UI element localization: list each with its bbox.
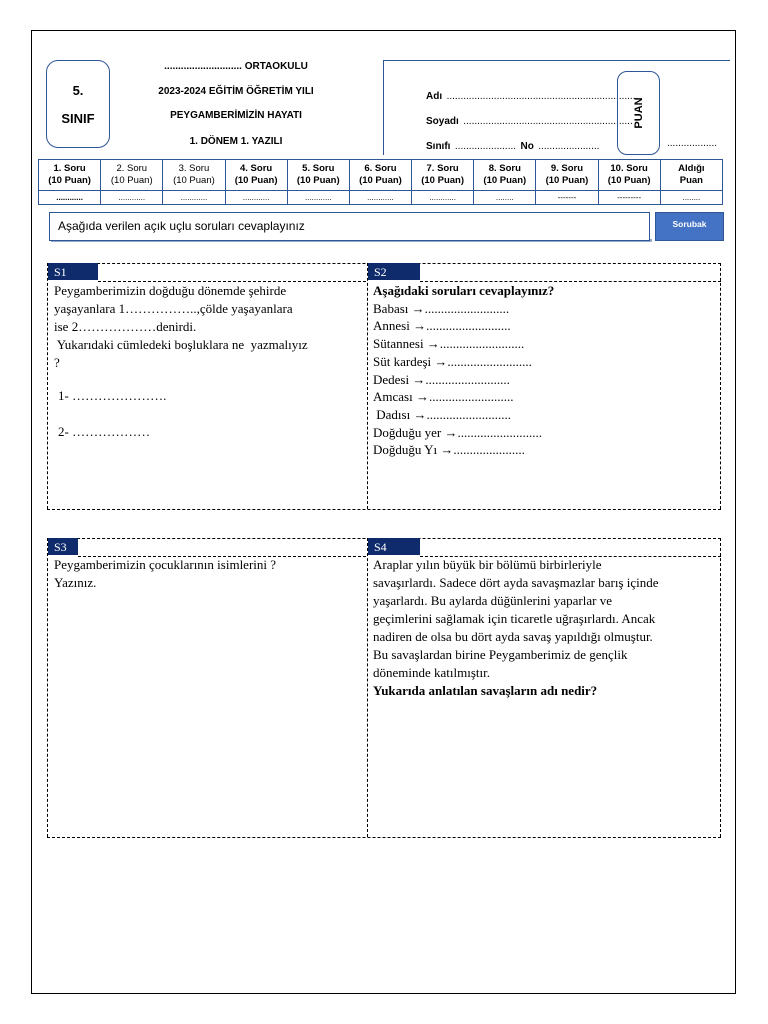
score-value-10[interactable]: --------- bbox=[598, 191, 660, 205]
score-value-6[interactable]: ............ bbox=[349, 191, 411, 205]
s1-line-3: ise 2………………denirdi. bbox=[54, 319, 197, 334]
puan-label: PUAN bbox=[632, 97, 645, 129]
s4-question bbox=[373, 556, 720, 700]
score-value-3[interactable]: ............ bbox=[163, 191, 225, 205]
s4-right-border bbox=[720, 538, 721, 837]
class-label: Sınıfı bbox=[426, 141, 451, 152]
score-col-3: 3. Soru (10 Puan) bbox=[163, 160, 225, 191]
s1s2-divider bbox=[367, 263, 368, 509]
score-col-7: 7. Soru (10 Puan) bbox=[412, 160, 474, 191]
grade-label: SINIF bbox=[61, 111, 95, 126]
score-col-8: 8. Soru (10 Puan) bbox=[474, 160, 536, 191]
puan-dots[interactable]: .................. bbox=[667, 138, 718, 149]
score-col-4: 4. Soru (10 Puan) bbox=[225, 160, 287, 191]
sorubak-button[interactable]: Sorubak bbox=[655, 212, 724, 241]
name-dots: ..................................................................... bbox=[446, 91, 639, 102]
class-field[interactable] bbox=[426, 136, 599, 154]
name-field[interactable] bbox=[426, 86, 638, 104]
score-col-1: 1. Soru (10 Puan) bbox=[39, 160, 101, 191]
s1-answer-1[interactable]: 1- …………………. bbox=[58, 388, 167, 403]
s3-question bbox=[54, 556, 364, 592]
s4-line-1: Araplar yılın büyük bir bölümü birbirleriyle bbox=[373, 557, 602, 572]
s2-item-dogdugu-yil[interactable]: Doğduğu Yı →...................... bbox=[373, 442, 525, 458]
s3-line-2: Yazınız. bbox=[54, 575, 97, 590]
score-value-9[interactable]: ------- bbox=[536, 191, 598, 205]
s4-line-5: nadiren de olsa bu dört ayda savaş yapıldığı olmuştur. bbox=[373, 629, 653, 644]
s1-line-1: Peygamberimizin doğduğu dönemde şehirde bbox=[54, 283, 287, 298]
s4-line-6: Bu savaşlardan birine Peygamberimiz de gençlik bbox=[373, 647, 628, 662]
s1-line-5: ? bbox=[54, 355, 60, 370]
exam-term: 1. DÖNEM 1. YAZILI bbox=[189, 136, 283, 147]
surname-label: Soyadı bbox=[426, 116, 459, 127]
score-value-2[interactable]: ............ bbox=[101, 191, 163, 205]
surname-field[interactable] bbox=[426, 111, 633, 129]
score-value-5[interactable]: ............ bbox=[287, 191, 349, 205]
score-col-6: 6. Soru (10 Puan) bbox=[349, 160, 411, 191]
score-value-total[interactable]: ........ bbox=[660, 191, 722, 205]
s2-heading: Aşağıdaki soruları cevaplayınız? bbox=[373, 283, 555, 298]
s3-left-border bbox=[47, 538, 48, 837]
score-col-9: 9. Soru (10 Puan) bbox=[536, 160, 598, 191]
s1-tab: S1 bbox=[48, 263, 98, 280]
info-frame-left bbox=[383, 60, 384, 155]
school-year: 2023-2024 EĞİTİM ÖĞRETİM YILI bbox=[158, 86, 314, 97]
s4-line-3: yaşarlardı. Bu aylarda düğünlerini yaparlar ve bbox=[373, 593, 612, 608]
score-col-2: 2. Soru (10 Puan) bbox=[101, 160, 163, 191]
s4-tab: S4 bbox=[368, 538, 420, 555]
info-frame-top bbox=[383, 60, 730, 61]
surname-dots: ............................................................. bbox=[463, 116, 633, 127]
s2-item-amcasi[interactable]: Amcası →.......................... bbox=[373, 389, 514, 405]
s2-item-dedesi[interactable]: Dedesi →.......................... bbox=[373, 371, 510, 387]
s1-answer-2[interactable]: 2- ……………… bbox=[58, 424, 151, 439]
s2-item-annesi[interactable]: Annesi →.......................... bbox=[373, 318, 511, 334]
school-name: ............................ ORTAOKULU bbox=[164, 61, 308, 72]
s2-tab: S2 bbox=[368, 263, 420, 280]
s1-left-border bbox=[47, 263, 48, 509]
s4-line-4: geçimlerini sağlamak için ticaretle uğraşırlardı. Ancak bbox=[373, 611, 656, 626]
s1-question bbox=[54, 282, 364, 372]
score-value-8[interactable]: ........ bbox=[474, 191, 536, 205]
instruction-box: Aşağıda verilen açık uçlu soruları cevaplayınız bbox=[49, 212, 650, 241]
s3-tab: S3 bbox=[48, 538, 78, 555]
class-dots: ...................... bbox=[454, 141, 517, 152]
s1s2-bottom-border bbox=[47, 509, 721, 510]
s1-line-2: yaşayanlara 1……………..,çölde yaşayanlara bbox=[54, 301, 293, 316]
s2-item-sutannesi[interactable]: Sütannesi →.......................... bbox=[373, 336, 525, 352]
no-dots: ...................... bbox=[538, 141, 600, 152]
score-col-total: Aldığı Puan bbox=[660, 160, 722, 191]
s4-question-text: Yukarıda anlatılan savaşların adı nedir? bbox=[373, 683, 598, 698]
s2-item-babasi[interactable]: Babası →.......................... bbox=[373, 300, 510, 316]
s3-line-1: Peygamberimizin çocuklarının isimlerini ? bbox=[54, 557, 277, 572]
s2-question bbox=[373, 282, 718, 459]
s2-item-dogdugu-yer[interactable]: Doğduğu yer →.......................... bbox=[373, 424, 542, 440]
score-table-header-row bbox=[39, 160, 723, 191]
s1-line-4: Yukarıdaki cümledeki boşluklara ne yazmalıyız bbox=[54, 337, 308, 352]
course-name: PEYGAMBERİMİZİN HAYATI bbox=[170, 110, 302, 121]
no-label: No bbox=[520, 141, 534, 152]
s3s4-bottom-border bbox=[47, 837, 721, 838]
score-table-value-row bbox=[39, 191, 723, 205]
s4-line-7: döneminde katılmıştır. bbox=[373, 665, 490, 680]
score-col-10: 10. Soru (10 Puan) bbox=[598, 160, 660, 191]
score-value-7[interactable]: ............ bbox=[412, 191, 474, 205]
score-col-5: 5. Soru (10 Puan) bbox=[287, 160, 349, 191]
score-table bbox=[38, 159, 723, 205]
s3s4-divider bbox=[367, 538, 368, 837]
s2-item-sut-kardesi[interactable]: Süt kardeşi →.......................... bbox=[373, 353, 532, 369]
grade-box bbox=[46, 60, 110, 148]
s2-right-border bbox=[720, 263, 721, 509]
s4-line-2: savaşırlardı. Sadece dört ayda savaşmazlar barış içinde bbox=[373, 575, 659, 590]
grade-number: 5. bbox=[72, 83, 84, 98]
s2-item-dadisi[interactable]: Dadısı →.......................... bbox=[373, 406, 511, 422]
score-value-4[interactable]: ............ bbox=[225, 191, 287, 205]
score-value-1[interactable]: ............ bbox=[39, 191, 101, 205]
name-label: Adı bbox=[426, 91, 443, 102]
puan-box bbox=[617, 71, 660, 155]
